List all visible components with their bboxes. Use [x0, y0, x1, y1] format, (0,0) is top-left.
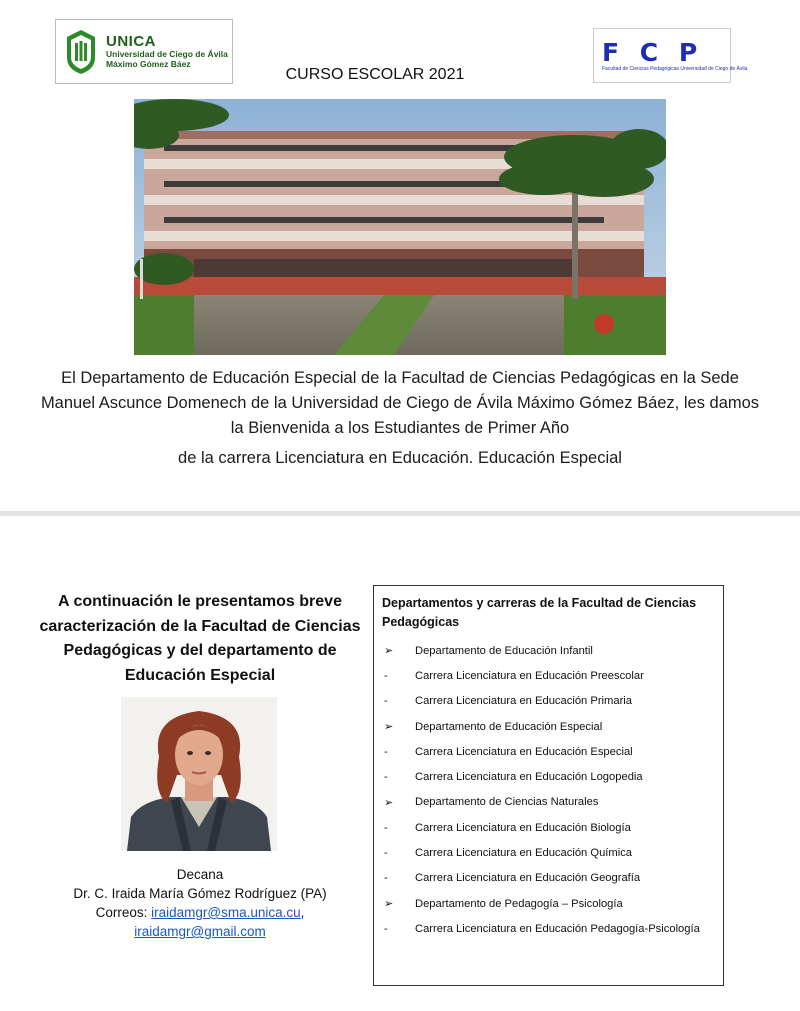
dean-name: Dr. C. Iraida María Gómez Rodríguez (PA): [73, 886, 327, 901]
list-marker: ➢: [384, 898, 394, 911]
list-item-label: Carrera Licenciatura en Educación Química: [415, 847, 633, 860]
dean-info: [30, 865, 370, 941]
list-item: [382, 790, 715, 815]
list-item-label: Carrera Licenciatura en Educación Biología: [415, 821, 631, 834]
list-item-label: Departamento de Pedagogía – Psicología: [415, 897, 623, 910]
course-title: CURSO ESCOLAR 2021: [285, 66, 465, 83]
unica-line1: Universidad de Ciego de Ávila: [106, 49, 228, 60]
emails-label: Correos:: [95, 905, 148, 920]
list-marker: ➢: [384, 796, 394, 809]
list-item: [382, 714, 715, 739]
intro-heading: A continuación le presentamos breve caracterización de la Facultad de Ciencias Pedagógicas y del departamento de Educación Especial: [39, 593, 361, 684]
list-marker: -: [384, 745, 388, 758]
list-item: [382, 815, 715, 840]
dean-portrait: [121, 697, 277, 851]
list-marker: -: [384, 669, 388, 682]
list-item-label: Carrera Licenciatura en Educación Especial: [415, 745, 633, 758]
fcp-subtitle: Facultad de Ciencias Pedagógicas Universidad de Ciego de Ávila: [602, 65, 748, 72]
welcome-line2: de la carrera Licenciatura en Educación. Educación Especial: [178, 449, 622, 467]
departments-list: [382, 638, 715, 942]
list-item-label: Carrera Licenciatura en Educación Geografía: [415, 872, 641, 885]
dean-role: Decana: [176, 867, 224, 882]
email-link-1[interactable]: iraidamgr@sma.unica.cu: [151, 905, 301, 920]
welcome-paragraph: El Departamento de Educación Especial de la Facultad de Ciencias Pedagógicas en la Sede Manuel Ascunce Domenech de la Universidad de Ciego de Ávila Máximo Gómez Báez, les damos la Bienvenida a los Estudiantes de Primer Año: [40, 369, 760, 437]
fcp-logo: [593, 28, 748, 83]
list-item-label: Carrera Licenciatura en Educación Pedagogía-Psicología: [415, 922, 700, 935]
list-item: [382, 840, 715, 865]
dean-emails: Correos: iraidamgr@sma.unica.cu,: [95, 905, 305, 920]
list-item: [382, 689, 715, 714]
list-item-label: Departamento de Educación Especial: [415, 720, 603, 733]
list-marker: -: [384, 771, 388, 784]
list-item: [382, 739, 715, 764]
list-marker: -: [384, 821, 388, 834]
list-item-label: Carrera Licenciatura en Educación Logopedia: [415, 771, 643, 784]
list-marker: -: [384, 872, 388, 885]
unica-emblem-icon: [64, 28, 98, 76]
list-item-label: Carrera Licenciatura en Educación Preescolar: [415, 669, 644, 682]
fcp-letters: F C P: [602, 37, 704, 67]
list-item-label: Departamento de Ciencias Naturales: [415, 796, 599, 809]
building-photo: [134, 99, 666, 355]
unica-logo: [55, 19, 233, 84]
unica-name: UNICA: [106, 33, 156, 51]
email-link-2[interactable]: iraidamgr@gmail.com: [134, 924, 266, 939]
list-item: [382, 891, 715, 916]
list-marker: -: [384, 847, 388, 860]
list-item: [382, 916, 715, 941]
list-marker: -: [384, 922, 388, 935]
list-item: [382, 638, 715, 663]
list-item: [382, 866, 715, 891]
list-item: [382, 663, 715, 688]
departments-box: [373, 585, 724, 986]
list-marker: ➢: [384, 721, 394, 734]
list-item-label: Departamento de Educación Infantil: [415, 644, 593, 657]
list-item-label: Carrera Licenciatura en Educación Primaria: [415, 695, 633, 708]
list-item: [382, 764, 715, 789]
departments-title: Departamentos y carreras de la Facultad de Ciencias Pedagógicas: [382, 596, 697, 629]
list-marker: ➢: [384, 645, 394, 658]
unica-line2: Máximo Gómez Báez: [106, 59, 191, 70]
list-marker: -: [384, 695, 388, 708]
section-divider: [0, 511, 800, 516]
